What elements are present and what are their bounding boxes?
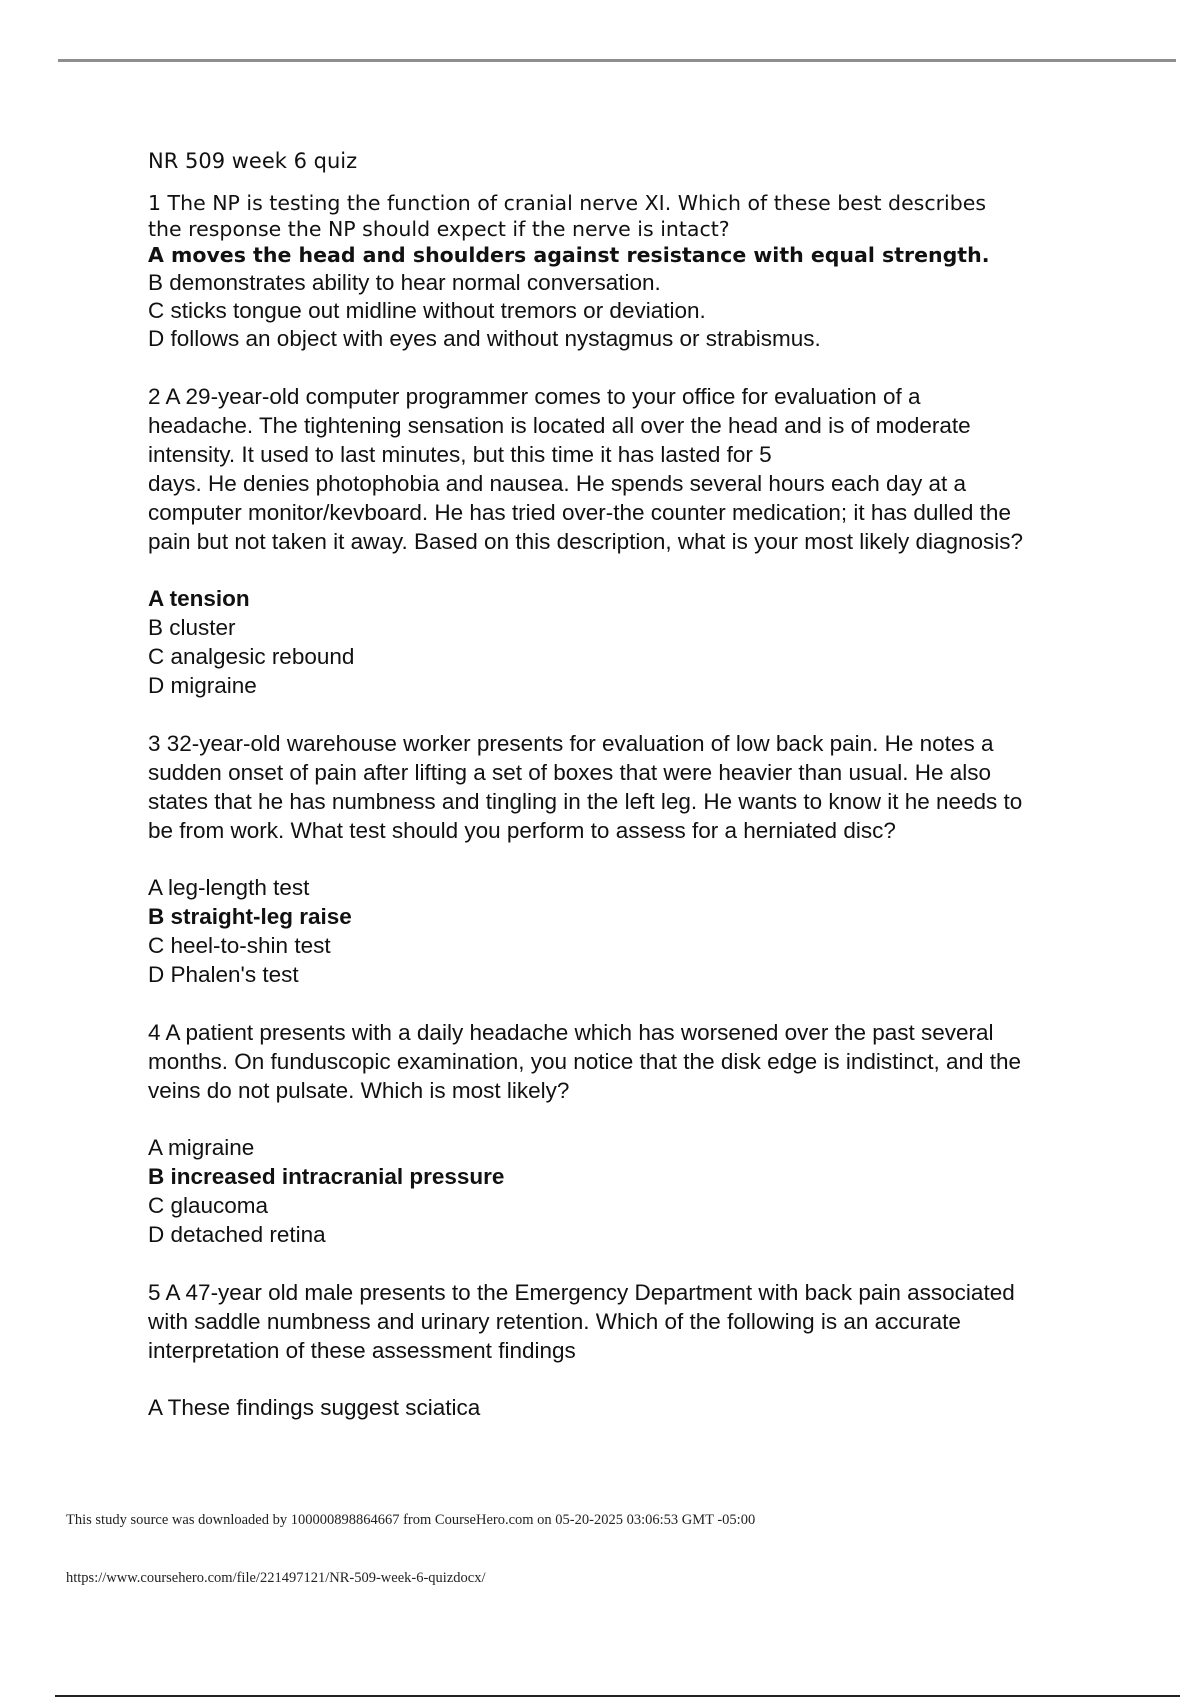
answer-option: C sticks tongue out midline without tremors or deviation. [148,298,706,323]
answer-option: D Phalen's test [148,962,299,987]
answer-option: D migraine [148,673,257,698]
answer-option: C analgesic rebound [148,644,355,669]
question-stem: 5 A 47-year old male presents to the Emergency Department with back pain associated with saddle numbness and urinary retention. Which of the following is an accurate interpretation of these assessment findings [148,1280,1015,1363]
answer-option-correct: B straight-leg raise [148,904,352,929]
question-stem: 1 The NP is testing the function of cranial nerve XI. Which of these best describes the response the NP should expect if the nerve is intact? [148,191,987,241]
answer-option: D follows an object with eyes and without nystagmus or strabismus. [148,326,821,351]
question-1 [148,190,1098,353]
answer-option: A leg-length test [148,875,310,900]
question-3 [148,729,1098,989]
answer-option: B demonstrates ability to hear normal conversation. [148,270,661,295]
document-body [148,146,1098,1422]
question-stem: 3 32-year-old warehouse worker presents for evaluation of low back pain. He notes a sudden onset of pain after lifting a set of boxes that were heavier than usual. He also states that he has numbness and tingling in the left leg. He wants to know it he needs to be from work. What test should you perform to assess for a herniated disc? [148,731,1023,843]
answer-option-correct: A moves the head and shoulders against resistance with equal strength. [148,243,990,267]
answer-option: B cluster [148,615,236,640]
source-url: https://www.coursehero.com/file/221497121/NR-509-week-6-quizdocx/ [66,1570,486,1586]
top-divider [58,59,1176,62]
document-title: NR 509 week 6 quiz [148,149,358,173]
answer-option: A migraine [148,1135,255,1160]
answer-options [148,1133,1098,1249]
answer-option: C glaucoma [148,1193,269,1218]
answer-options [148,242,1098,353]
download-source-note: This study source was downloaded by 100000898864667 from CourseHero.com on 05-20-2025 03:06:53 GMT -05:00 [66,1512,756,1528]
answer-option-correct: A tension [148,586,250,611]
question-5 [148,1278,1098,1422]
answer-options [148,873,1098,989]
answer-options [148,1393,1098,1422]
question-stem: 4 A patient presents with a daily headache which has worsened over the past several months. On funduscopic examination, you notice that the disk edge is indistinct, and the veins do not pulsate. Which is most likely? [148,1020,1022,1103]
question-4 [148,1018,1098,1249]
answer-option: D detached retina [148,1222,326,1247]
answer-options [148,584,1098,700]
bottom-divider [55,1695,1180,1697]
question-2 [148,382,1098,700]
question-stem: 2 A 29-year-old computer programmer comes to your office for evaluation of a headache. The tightening sensation is located all over the head and is of moderate intensity. It used to last minutes, but this time it has lasted for 5 days. He denies photophobia and nausea. He spends several hours each day at a computer monitor/kevboard. He has tried over-the counter medication; it has dulled the pain but not taken it away. Based on this description, what is your most likely diagnosis? [148,384,1024,554]
answer-option: A These findings suggest sciatica [148,1395,481,1420]
answer-option: C heel-to-shin test [148,933,331,958]
answer-option-correct: B increased intracranial pressure [148,1164,505,1189]
